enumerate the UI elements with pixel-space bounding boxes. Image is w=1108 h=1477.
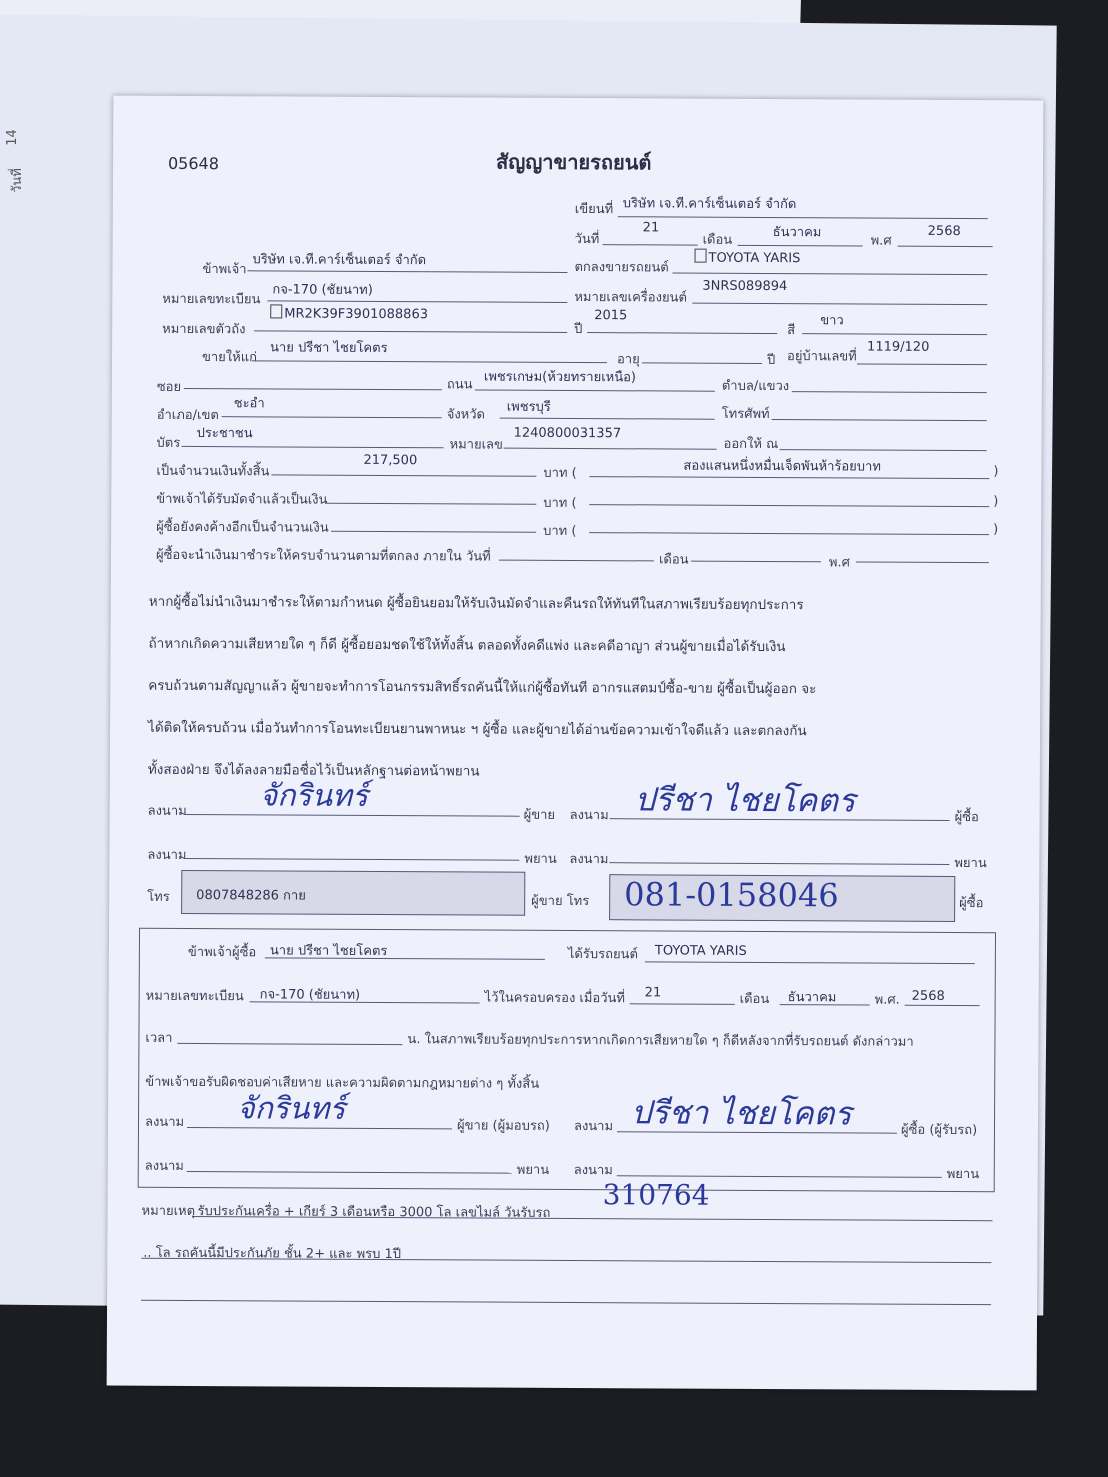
- age-line: [642, 362, 762, 364]
- month-label: เดือน: [702, 232, 733, 248]
- remaining-close-paren: ): [993, 522, 999, 538]
- receipt-witness1-role: พยาน: [516, 1162, 550, 1178]
- card-no-line: [504, 448, 717, 450]
- card-no-label: หมายเลข: [449, 437, 503, 453]
- receipt-year-line: [905, 1005, 980, 1006]
- total-label: เป็นจำนวนเงินทั้งสิ้น: [156, 463, 270, 480]
- terms-line-5: ทั้งสองฝ่าย จึงได้ลงลายมือชื่อไว้เป็นหลักฐานต่อหน้าพยาน: [147, 761, 480, 780]
- checkbox-icon: [270, 304, 282, 318]
- witness2-sign-line: [609, 862, 949, 865]
- district-value: ชะอำ: [233, 396, 265, 412]
- receipt-year-label: พ.ศ.: [874, 992, 900, 1008]
- seller-sign-label: ลงนาม: [147, 803, 187, 819]
- receipt-month-label: เดือน: [739, 991, 770, 1008]
- address-label: อยู่บ้านเลขที่: [786, 349, 857, 365]
- deposit-baht-label: บาท (: [543, 495, 577, 512]
- seller-label: ข้าพเจ้า: [202, 262, 247, 278]
- written-at-value: บริษัท เจ.ที.คาร์เซ็นเตอร์ จำกัด: [622, 196, 797, 213]
- receipt-witness2-label: ลงนาม: [573, 1162, 613, 1179]
- receipt-month-value: ธันวาคม: [787, 990, 837, 1006]
- soi-line: [184, 388, 442, 390]
- province-line: [500, 418, 715, 420]
- receipt-seller-signature: จักรินทร์: [236, 1091, 346, 1127]
- due-year-label: พ.ศ: [828, 555, 850, 571]
- road-line: [475, 389, 715, 391]
- engine-line: [692, 303, 987, 306]
- checkbox-icon: [695, 249, 707, 263]
- time-line: [177, 1043, 402, 1045]
- responsibility-text: ข้าพเจ้าขอรับผิดชอบค่าเสียหาย และความผิดตามกฎหมายต่าง ๆ ทั้งสิ้น: [145, 1074, 540, 1092]
- receipt-buyer-label: ข้าพเจ้าผู้ซื้อ: [187, 944, 257, 961]
- witness1-role-label: พยาน: [524, 851, 557, 867]
- province-label: จังหวัด: [446, 407, 486, 423]
- year-value: 2568: [927, 223, 961, 240]
- date-label: วันที่: [574, 231, 600, 248]
- buyer-name-line: [252, 360, 607, 363]
- receipt-witness1-label: ลงนาม: [144, 1158, 184, 1174]
- side-note-date: วันที่: [9, 168, 25, 193]
- subdistrict-line: [792, 391, 987, 393]
- chassis-line: [254, 330, 567, 333]
- day-line: [603, 244, 698, 245]
- remarks-mileage: 310764: [602, 1178, 710, 1212]
- car-model-text: TOYOTA YARIS: [708, 250, 801, 267]
- district-label: อำเภอ/เขต: [156, 407, 219, 424]
- year-label: พ.ศ: [870, 233, 892, 249]
- deposit-words-line: [589, 504, 989, 507]
- remarks-label: หมายเหตุ: [141, 1203, 196, 1220]
- soi-label: ซอย: [156, 379, 182, 395]
- deposit-label: ข้าพเจ้าได้รับมัดจำแล้วเป็นเงิน: [156, 491, 328, 508]
- card-no-value: 1240800031357: [513, 425, 622, 442]
- remaining-label: ผู้ซื้อยังคงค้างอีกเป็นจำนวนเงิน: [156, 519, 329, 536]
- chassis-label: หมายเลขตัวถัง: [162, 321, 246, 338]
- month-value: ธันวาคม: [772, 225, 822, 241]
- receipt-buyer-signature: ปรีชา ไชยโคตร: [630, 1093, 852, 1133]
- total-line: [271, 474, 536, 476]
- due-month-label: เดือน: [658, 552, 689, 568]
- buyer-phone-value: 081-0158046: [624, 875, 839, 915]
- chassis-value: [270, 304, 428, 322]
- years-label: ปี: [766, 353, 776, 369]
- due-year-line: [856, 561, 989, 563]
- total-close-paren: ): [993, 464, 999, 480]
- buyer-signature: ปรีชา ไชยโคตร: [634, 780, 856, 820]
- side-note-number: 14: [4, 129, 20, 146]
- car-year-value: 2015: [594, 308, 628, 324]
- due-label: ผู้ซื้อจะนำเงินมาชำระให้ครบจำนวนตามที่ตกลง ภายใน วันที่: [155, 547, 491, 565]
- buyer-phone-role: ผู้ซื้อ: [959, 896, 984, 912]
- received-car-label: ได้รับรถยนต์: [567, 946, 638, 963]
- district-line: [222, 416, 442, 418]
- receipt-witness2-role: พยาน: [946, 1166, 980, 1183]
- car-year-label: ปี: [574, 321, 583, 338]
- remarks-line-3-rule: [141, 1300, 991, 1305]
- buyer-role-label: ผู้ซื้อ: [954, 809, 979, 826]
- car-model: [695, 249, 801, 267]
- car-year-line: [587, 332, 777, 334]
- car-line: [672, 273, 987, 276]
- document-number: 05648: [167, 153, 219, 174]
- remaining-line: [331, 531, 536, 533]
- page-title: สัญญาขายรถยนต์: [495, 149, 652, 175]
- subdistrict-label: ตำบล/แขวง: [721, 378, 790, 395]
- written-at-label: เขียนที่: [574, 201, 614, 218]
- engine-value: 3NRS089894: [702, 278, 788, 295]
- seller-phone-label: โทร: [147, 889, 170, 905]
- time-label: เวลา: [145, 1030, 173, 1046]
- plate-line: [267, 300, 567, 303]
- due-month-line: [691, 561, 821, 563]
- day-value: 21: [642, 220, 660, 236]
- seller-signature: จักรินทร์: [259, 778, 369, 814]
- sell-to-label: ขายให้แก่: [201, 350, 258, 366]
- phone-label: โทรศัพท์: [721, 406, 770, 423]
- receipt-day-value: 21: [644, 985, 662, 1001]
- total-words-value: สองแสนหนึ่งหมื่นเจ็ดพันห้าร้อยบาท: [683, 458, 881, 475]
- seller-role-label: ผู้ขาย: [523, 807, 556, 823]
- house-no-value: 1119/120: [867, 339, 930, 355]
- terms-line-1: หากผู้ซื้อไม่นำเงินมาชำระให้ตามกำหนด ผู้ซื้อยินยอมให้รับเงินมัดจำและคืนรถให้ทันทีในสภาพเรียบร้อยทุกประการ: [148, 593, 804, 614]
- remarks-line-2: .. โล รถคันนี้มีประกันภัย ชั้น 2+ และ พรบ 1ปี: [143, 1245, 402, 1263]
- written-at-line: [618, 216, 988, 219]
- road-value: เพชรเกษม(ห้วยทรายเหนือ): [483, 369, 637, 386]
- possession-label: ไว้ในครอบครอง เมื่อวันที่: [484, 990, 626, 1007]
- total-words-line: [589, 476, 989, 479]
- deposit-close-paren: ): [993, 494, 999, 510]
- terms-line-4: ได้ติดให้ครบถ้วน เมื่อวันทำการโอนทะเบียนยานพาหนะ ฯ ผู้ซื้อ และผู้ขายได้อ่านข้อความเข้าใจดีแล้ว และตกลงกัน: [148, 719, 807, 740]
- sale-contract-sheet: [107, 96, 1044, 1391]
- witness1-sign-line: [184, 858, 519, 861]
- receipt-day-line: [630, 1003, 735, 1005]
- card-label: บัตร: [156, 435, 181, 451]
- buyer-sign-label: ลงนาม: [569, 807, 609, 824]
- month-line: [738, 245, 863, 247]
- deposit-line: [326, 503, 536, 505]
- issued-label: ออกให้ ณ: [723, 436, 779, 453]
- total-value: 217,500: [363, 452, 418, 469]
- color-line: [802, 333, 987, 335]
- seller-phone-value: 0807848286 กาย: [196, 888, 306, 904]
- receipt-buyer-role: ผู้ซื้อ (ผู้รับรถ): [900, 1122, 978, 1139]
- condition-text: น. ในสภาพเรียบร้อยทุกประการหากเกิดการเสียหายใด ๆ ก็ดีหลังจากที่รับรถยนต์ ดังกล่าวมา: [407, 1032, 914, 1050]
- receipt-seller-sign-label: ลงนาม: [144, 1114, 185, 1130]
- remarks-line-1: รับประกันเครื่อ + เกียร์ 3 เดือนหรือ 3000 โล เลขไมล์ วันรับรถ: [197, 1204, 551, 1221]
- issued-line: [780, 449, 987, 451]
- car-receipt-section: [138, 928, 996, 1192]
- received-car-value: TOYOTA YARIS: [654, 943, 747, 959]
- receipt-witness1-line: [187, 1171, 512, 1174]
- phone-line: [772, 419, 987, 421]
- remaining-baht-label: บาท (: [543, 523, 577, 540]
- color-label: สี: [787, 323, 796, 339]
- witness2-role-label: พยาน: [954, 855, 987, 872]
- plate-label: หมายเลขทะเบียน: [162, 291, 261, 308]
- due-day-line: [499, 560, 654, 562]
- year-line: [898, 246, 993, 247]
- seller-line: [247, 270, 567, 273]
- age-label: อายุ: [616, 352, 640, 368]
- buyer-name: นาย ปรีชา ไชยโคตร: [270, 340, 388, 357]
- receipt-seller-role: ผู้ขาย (ผู้มอบรถ): [456, 1118, 550, 1134]
- seller-phone-box: [181, 870, 525, 916]
- receipt-buyer-sign-label: ลงนาม: [573, 1119, 614, 1135]
- receipt-plate-value: กจ-170 (ชัยนาท): [259, 987, 361, 1003]
- agree-sell-label: ตกลงขายรถยนต์: [574, 259, 669, 276]
- witness1-sign-label: ลงนาม: [147, 847, 187, 863]
- card-type-value: ประชาชน: [196, 426, 253, 442]
- color-value: ขาว: [820, 313, 844, 329]
- house-no-line: [857, 363, 987, 365]
- remaining-words-line: [589, 532, 989, 535]
- witness2-sign-label: ลงนาม: [569, 851, 609, 868]
- seller-phone2-label: ผู้ขาย โทร: [531, 893, 590, 910]
- buyer-phone-box: [609, 874, 955, 922]
- engine-label: หมายเลขเครื่องยนต์: [574, 289, 687, 306]
- chassis-text: MR2K39F3901088863: [284, 306, 429, 323]
- received-car-line: [645, 961, 975, 964]
- province-value: เพชรบุรี: [506, 399, 551, 415]
- plate-value: กจ-170 (ชัยนาท): [272, 282, 373, 298]
- terms-line-3: ครบถ้วนตามสัญญาแล้ว ผู้ขายจะทำการโอนกรรมสิทธิ์รถคันนี้ให้แก่ผู้ซื้อทันที อากรแสตมป์ซื้อ-ขาย ผู้ซื้อเป็นผู้ออก จะ: [148, 677, 817, 698]
- receipt-plate-label: หมายเลขทะเบียน: [145, 988, 244, 1005]
- receipt-year-value: 2568: [911, 988, 945, 1004]
- road-label: ถนน: [446, 377, 473, 393]
- seller-name: บริษัท เจ.ที.คาร์เซ็นเตอร์ จำกัด: [252, 252, 427, 269]
- receipt-buyer-name: นาย ปรีชา ไชยโคตร: [269, 943, 388, 960]
- total-baht-label: บาท (: [543, 465, 577, 482]
- card-type-line: [182, 446, 444, 448]
- terms-line-2: ถ้าหากเกิดความเสียหายใด ๆ ก็ดี ผู้ซื้อยอมชดใช้ให้ทั้งสิ้น ตลอดทั้งคดีแพ่ง และคดีอาญา ส่วนผู้ขายเมื่อได้รับเงิน: [148, 635, 786, 656]
